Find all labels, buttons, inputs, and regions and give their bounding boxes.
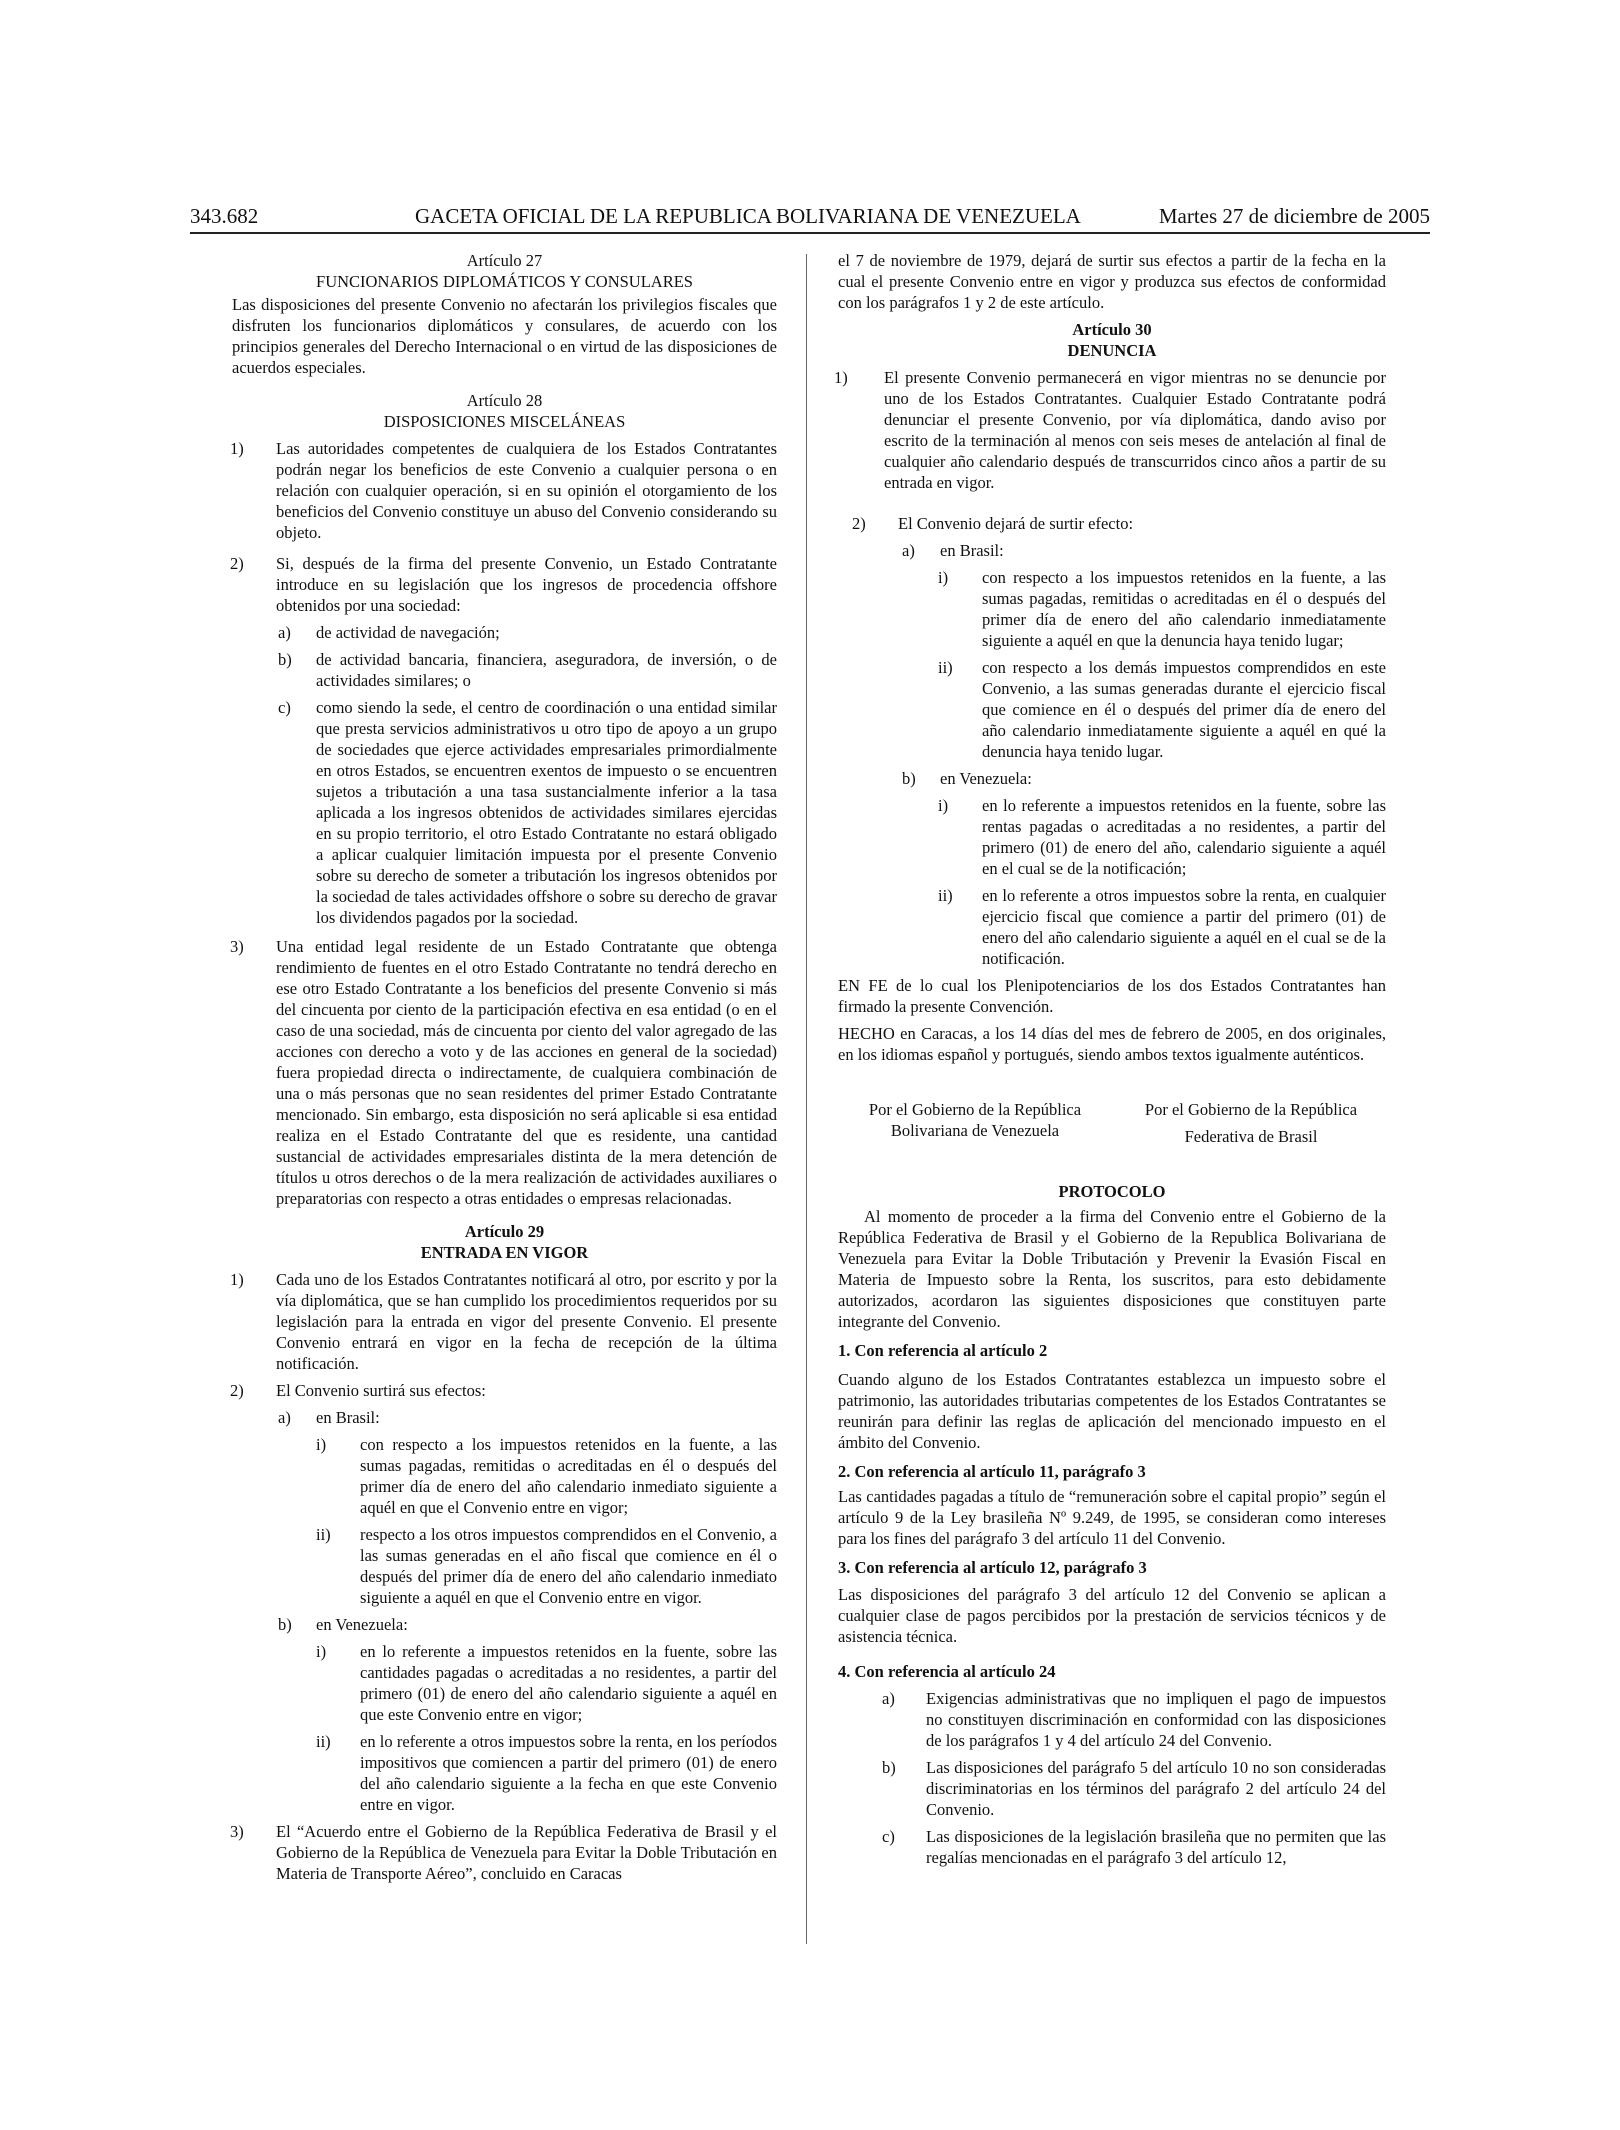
roman-item: i) en lo referente a impuestos retenidos en la fuente, sobre las rentas pagadas o acreditadas a no residentes, a partir del primero (01) de enero del año, calendario siguiente a aquél en el cual se de la notificación;: [938, 796, 1386, 878]
page-header: [190, 204, 1430, 234]
protocol-reference-heading: 2. Con referencia al artículo 11, parágrafo 3: [838, 1462, 1146, 1481]
page-number: 343.682: [190, 204, 259, 228]
lettered-item: c) Las disposiciones de la legislación brasileña que no permiten que las regalías mencionadas en el parágrafo 3 del artículo 12,: [882, 1827, 1386, 1867]
lettered-item: a) de actividad de navegación;: [278, 623, 500, 642]
article-title: DISPOSICIONES MISCELÁNEAS: [383, 412, 626, 431]
protocol-reference-text: Las disposiciones del parágrafo 3 del artículo 12 del Convenio se aplican a cualquier clase de pagos percibidos por la prestación de servicios técnicos y de asistencia técnica.: [838, 1585, 1386, 1646]
gazette-title: GACETA OFICIAL DE LA REPUBLICA BOLIVARIANA DE VENEZUELA: [415, 204, 1081, 228]
left-column: [232, 250, 777, 1884]
numbered-paragraph: 3) El “Acuerdo entre el Gobierno de la República Federativa de Brasil y el Gobierno de la República de Venezuela para Evitar la Doble Tributación en Materia de Transporte Aéreo”, concluido en Caracas: [230, 1822, 777, 1883]
lettered-item: b) de actividad bancaria, financiera, aseguradora, de inversión, o de actividades similares; o: [278, 650, 777, 690]
roman-item: ii) en lo referente a otros impuestos sobre la renta, en los períodos impositivos que comiencen a partir del primero (01) de enero del año calendario siguiente a la fecha en que este Convenio entre en vigor.: [316, 1732, 777, 1814]
article-label: Artículo 30: [1072, 320, 1152, 339]
roman-item: ii) en lo referente a otros impuestos sobre la renta, en cualquier ejercicio fiscal que comience a partir del primero (01) de enero del año calendario siguiente a aquél en el cual se de la notificación.: [938, 886, 1386, 968]
protocol-title: PROTOCOLO: [1058, 1182, 1166, 1201]
signature-venezuela: Por el Gobierno de la República Bolivariana de Venezuela: [868, 1100, 1082, 1140]
roman-item: ii) con respecto a los demás impuestos comprendidos en este Convenio, a las sumas generadas durante el ejercicio fiscal que comience en él o después del primer día de enero del año calendario inmediatamente siguiente a aquél en qué la denuncia haya tenido lugar.: [938, 658, 1386, 761]
lettered-item: c) como siendo la sede, el centro de coordinación o una entidad similar que presta servicios administrativos u otro tipo de apoyo a un grupo de sociedades que ejerce actividades empresariales primordialmente en otros Estados, se encuentren exentos de impuesto o se encuentren sujetos a tributación a una tasa sustancialmente inferior a la tasa aplicada a los ingresos obtenidos de actividades similares ejercidas en su propio territorio, el otro Estado Contratante no estará obligado a aplicar cualquier limitación impuesta por el presente Convenio sobre su derecho de someter a tributación los ingresos obtenidos por la sociedad de tales actividades offshore o sobre su derecho de gravar los dividendos pagados por la sociedad.: [278, 698, 777, 927]
roman-item: ii) respecto a los otros impuestos comprendidos en el Convenio, a las sumas generadas en el año fiscal que comience en él o después del primer día de enero del año calendario inmediato siguiente a aquél en que el Convenio entre en vigor.: [316, 1525, 777, 1607]
signature-brasil: Por el Gobierno de la República Federativa de Brasil: [1144, 1100, 1358, 1146]
protocol-reference-heading: 1. Con referencia al artículo 2: [838, 1341, 1048, 1360]
continued-text: el 7 de noviembre de 1979, dejará de surtir sus efectos a partir de la fecha en la cual el presente Convenio entre en vigor y produzca sus efectos de conformidad con los parágrafos 1 y 2 de este artículo.: [838, 251, 1386, 312]
numbered-paragraph: 1) Cada uno de los Estados Contratantes notificará al otro, por escrito y por la vía diplomática, que se han cumplido los procedimientos requeridos por su legislación para la entrada en vigor del presente Convenio. El presente Convenio entrará en vigor en la fecha de recepción de la última notificación.: [230, 1270, 777, 1373]
lettered-item: a) en Brasil:: [902, 541, 1004, 560]
lettered-item: b) en Venezuela:: [902, 769, 1032, 788]
protocol-reference-text: Las cantidades pagadas a título de “remuneración sobre el capital propio” según el artículo 9 de la Ley brasileña Nº 9.249, de 1995, se consideran como intereses para los fines del parágrafo 3 del artículo 11 del Convenio.: [838, 1487, 1386, 1548]
column-divider: [806, 254, 807, 1944]
numbered-paragraph: 3) Una entidad legal residente de un Estado Contratante que obtenga rendimiento de fuentes en el otro Estado Contratante no tendrá derecho en ese otro Estado Contratante a los beneficios del presente Convenio si más del cincuenta por ciento de la participación efectiva en esa entidad (o en el caso de una sociedad, más de cincuenta por ciento del valor agregado de las acciones con derecho a voto y de las acciones en general de la sociedad) fuera propiedad directa o indirectamente, de cualquiera combinación de una o más personas que no sean residentes del primer Estado Contratante mencionado. Sin embargo, esta disposición no será aplicable si esa entidad realiza en el Estado Contratante del que es residente, una cantidad sustancial de actividades empresariales distinta de la mera detención de títulos u otros derechos o de la mera realización de actividades auxiliares o preparatorias con respecto a otras entidades o empresas relacionadas.: [230, 937, 777, 1208]
lettered-item: a) en Brasil:: [278, 1408, 380, 1427]
article-title: ENTRADA EN VIGOR: [420, 1243, 589, 1262]
lettered-item: a) Exigencias administrativas que no impliquen el pago de impuestos no constituyen discriminación en conformidad con las disposiciones de los parágrafos 1 y 4 del artículo 24 del Convenio.: [882, 1689, 1386, 1750]
roman-item: i) con respecto a los impuestos retenidos en la fuente, a las sumas pagadas, remitidas o acreditadas en él o después del primer día de enero del año calendario inmediatamente siguiente a aquél en que la denuncia haya tenido lugar;: [938, 568, 1386, 650]
article-label: Artículo 27: [466, 251, 543, 270]
en-fe-paragraph: EN FE de lo cual los Plenipotenciarios de los dos Estados Contratantes han firmado la presente Convención.: [838, 976, 1386, 1016]
publication-date: Martes 27 de diciembre de 2005: [1158, 204, 1430, 228]
numbered-paragraph: 2) Si, después de la firma del presente Convenio, un Estado Contratante introduce en su legislación que los ingresos de procedencia offshore obtenidos por una sociedad:: [230, 554, 777, 615]
protocol-reference-heading: 3. Con referencia al artículo 12, parágrafo 3: [838, 1558, 1147, 1577]
numbered-paragraph: 1) El presente Convenio permanecerá en vigor mientras no se denuncie por uno de los Estados Contratantes. Cualquier Estado Contratante podrá denunciar el presente Convenio, por vía diplomática, dando aviso por escrito de la terminación al menos con seis meses de antelación al final de cualquier año calendario después de transcurridos cinco años a partir de su entrada en vigor.: [834, 368, 1386, 492]
protocol-reference-text: Cuando alguno de los Estados Contratantes establezca un impuesto sobre el patrimonio, las autoridades tributarias competentes de los Estados Contratantes se reunirán para definir las reglas de aplicación del mencionado impuesto en el ámbito del Convenio.: [838, 1370, 1386, 1452]
article-text: Las disposiciones del presente Convenio no afectarán los privilegios fiscales que disfruten los funcionarios diplomáticos y consulares, de acuerdo con los principios generales del Derecho Internacional o en virtud de las disposiciones de acuerdos especiales.: [232, 295, 777, 377]
article-label: Artículo 29: [464, 1222, 545, 1241]
numbered-paragraph: 2) El Convenio surtirá sus efectos:: [230, 1381, 486, 1400]
article-title: DENUNCIA: [1067, 341, 1157, 360]
numbered-paragraph: 1) Las autoridades competentes de cualquiera de los Estados Contratantes podrán negar los beneficios de este Convenio a cualquier persona o en relación con cualquier operación, si en su opinión el otorgamiento de los beneficios del Convenio constituye un abuso del Convenio considerando su objeto.: [230, 439, 777, 542]
numbered-paragraph: 2) El Convenio dejará de surtir efecto:: [852, 514, 1134, 533]
signature-block: [850, 1099, 1376, 1147]
protocol-reference-heading: 4. Con referencia al artículo 24: [838, 1662, 1056, 1681]
protocol-intro: Al momento de proceder a la firma del Convenio entre el Gobierno de la República Federativa de Brasil y el Gobierno de la Republica Bolivariana de Venezuela para Evitar la Doble Tributación y Prevenir la Evasión Fiscal en Materia de Impuesto sobre la Renta, los suscritos, para esto debidamente autorizados, acordaron las siguientes disposiciones que constituyen parte integrante del Convenio.: [838, 1207, 1386, 1331]
right-column: [834, 250, 1386, 1868]
roman-item: i) con respecto a los impuestos retenidos en la fuente, a las sumas pagadas, remitidas o acreditadas en él o después del primer día de enero del año calendario inmediato siguiente a aquél en que el Convenio entre en vigor;: [316, 1435, 777, 1517]
hecho-paragraph: HECHO en Caracas, a los 14 días del mes de febrero de 2005, en dos originales, en los idiomas español y portugués, siendo ambos textos igualmente auténticos.: [838, 1024, 1386, 1064]
lettered-item: b) en Venezuela:: [278, 1615, 408, 1634]
lettered-item: b) Las disposiciones del parágrafo 5 del artículo 10 no son consideradas discriminatorias en los términos del parágrafo 2 del artículo 24 del Convenio.: [882, 1758, 1386, 1819]
roman-item: i) en lo referente a impuestos retenidos en la fuente, sobre las cantidades pagadas o acreditadas a no residentes, a partir del primero (01) de enero del año calendario siguiente a aquél en que este Convenio entre en vigor;: [316, 1642, 777, 1724]
article-label: Artículo 28: [466, 391, 543, 410]
article-title: FUNCIONARIOS DIPLOMÁTICOS Y CONSULARES: [316, 272, 693, 291]
